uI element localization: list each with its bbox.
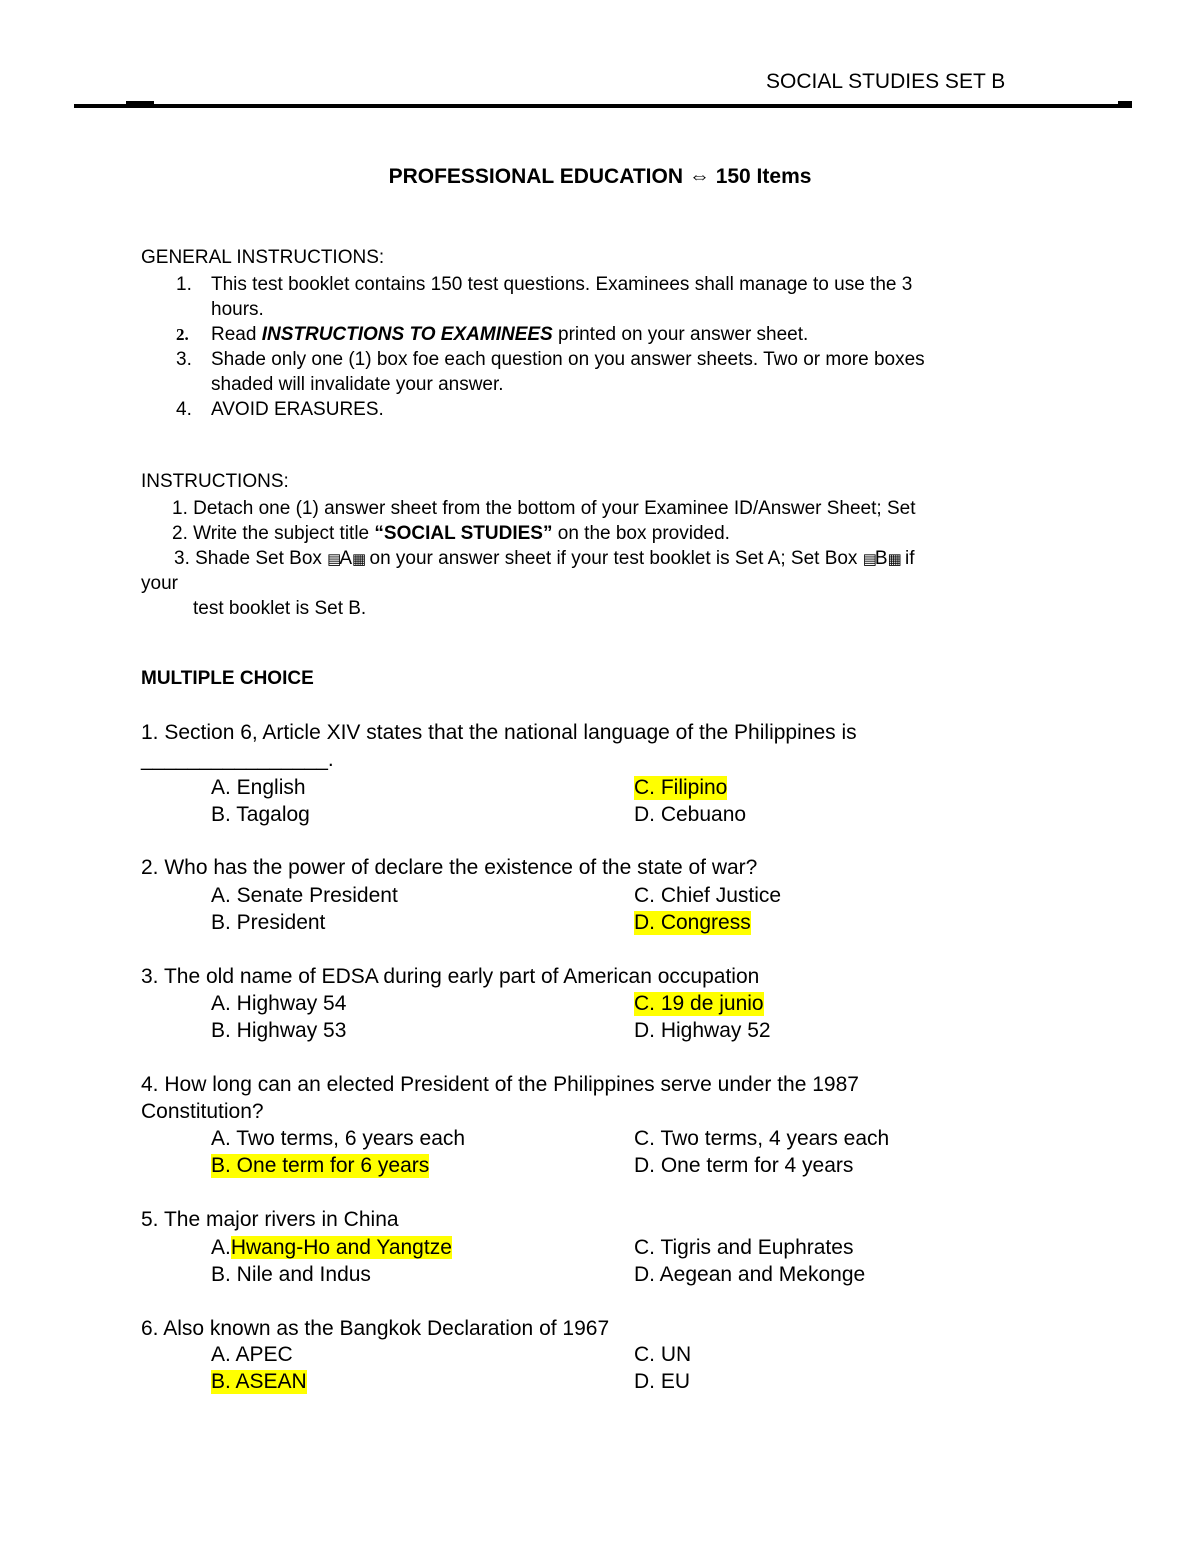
q5-option-c: C. Tigris and Euphrates xyxy=(634,1236,854,1259)
q2-option-b: B. President xyxy=(211,911,326,934)
box-fill-icon: ▦ xyxy=(352,551,365,568)
set-box-icon: ▤ xyxy=(862,551,875,568)
general-item-2-num: 2. xyxy=(176,325,189,344)
instructions-item-2-bold: “SOCIAL STUDIES” xyxy=(374,523,553,544)
general-item-1-num: 1. xyxy=(176,274,192,295)
rule-notch-left xyxy=(126,101,154,105)
question-2: 2. Who has the power of declare the existence of the state of war? xyxy=(141,856,758,879)
q2-option-a: A. Senate President xyxy=(211,884,398,907)
q5-option-a-answer: Hwang-Ho and Yangtze xyxy=(230,1236,452,1259)
q1-option-c-answer: C. Filipino xyxy=(634,776,728,799)
q1-option-b: B. Tagalog xyxy=(211,803,310,826)
question-4: 4. How long can an elected President of the Philippines serve under the 1987 xyxy=(141,1073,859,1096)
q5-option-a-prefix: A. xyxy=(211,1236,231,1259)
instructions-item-3-b: on your answer sheet if your test booklet is Set A; Set Box xyxy=(364,548,863,569)
q3-option-d: D. Highway 52 xyxy=(634,1019,771,1042)
q5-option-a xyxy=(211,1236,452,1260)
instructions-item-2-pre: 2. Write the subject title xyxy=(172,523,375,544)
general-item-1-line1: This test booklet contains 150 test questions. Examinees shall manage to use the 3 xyxy=(211,274,913,295)
q3-option-b: B. Highway 53 xyxy=(211,1019,347,1042)
general-item-4-text: AVOID ERASURES. xyxy=(211,399,384,420)
box-fill-icon: ▦ xyxy=(887,551,900,568)
instructions-item-3-c: if xyxy=(899,548,915,569)
question-4-line2: Constitution? xyxy=(141,1100,264,1123)
instructions-item-3-line3: test booklet is Set B. xyxy=(193,598,367,619)
instructions-item-3-box-a: A xyxy=(339,548,353,569)
instructions-item-3-a: 3. Shade Set Box xyxy=(174,548,328,569)
general-item-3-num: 3. xyxy=(176,349,192,370)
general-item-2 xyxy=(211,322,808,347)
q5-option-d: D. Aegean and Mekonge xyxy=(634,1263,866,1286)
q4-option-c: C. Two terms, 4 years each xyxy=(634,1127,890,1150)
instructions-item-3 xyxy=(174,546,915,572)
instructions-item-3-box-b: B xyxy=(874,548,888,569)
q1-option-a: A. English xyxy=(211,776,306,799)
q1-option-d: D. Cebuano xyxy=(634,803,747,826)
q2-option-d-answer: D. Congress xyxy=(634,911,751,934)
instructions-item-2 xyxy=(172,521,730,546)
instructions-item-2-post: on the box provided. xyxy=(552,523,730,544)
q3-option-c-answer: C. 19 de junio xyxy=(634,992,764,1015)
question-6: 6. Also known as the Bangkok Declaration of 1967 xyxy=(141,1317,610,1340)
question-1: 1. Section 6, Article XIV states that the national language of the Philippines is xyxy=(141,721,857,744)
header-rule xyxy=(74,104,1132,108)
general-item-1-line2: hours. xyxy=(211,299,264,320)
general-item-3-line2: shaded will invalidate your answer. xyxy=(211,374,504,395)
q4-option-a: A. Two terms, 6 years each xyxy=(211,1127,466,1150)
q3-option-a: A. Highway 54 xyxy=(211,992,347,1015)
general-instructions-heading: GENERAL INSTRUCTIONS: xyxy=(141,247,385,268)
general-item-2-emph: INSTRUCTIONS TO EXAMINEES xyxy=(261,324,553,345)
q4-option-b-answer: B. One term for 6 years xyxy=(211,1154,430,1177)
question-1-blank: ________________. xyxy=(141,748,334,771)
q6-option-d: D. EU xyxy=(634,1370,691,1393)
title-items: 150 Items xyxy=(715,165,812,188)
rule-notch-right xyxy=(1118,101,1132,105)
question-5: 5. The major rivers in China xyxy=(141,1208,399,1231)
double-arrow-icon: ⇔ xyxy=(688,165,710,188)
general-item-2-post: printed on your answer sheet. xyxy=(552,324,809,345)
q4-option-d: D. One term for 4 years xyxy=(634,1154,854,1177)
title-text: PROFESSIONAL EDUCATION xyxy=(388,165,683,188)
q5-option-b: B. Nile and Indus xyxy=(211,1263,371,1286)
multiple-choice-heading: MULTIPLE CHOICE xyxy=(141,668,314,689)
general-item-3-line1: Shade only one (1) box foe each question on you answer sheets. Two or more boxes xyxy=(211,349,925,370)
q6-option-c: C. UN xyxy=(634,1343,692,1366)
general-item-4-num: 4. xyxy=(176,399,192,420)
general-item-2-pre: Read xyxy=(211,324,262,345)
q2-option-c: C. Chief Justice xyxy=(634,884,782,907)
instructions-heading: INSTRUCTIONS: xyxy=(141,471,289,492)
q6-option-b-answer: B. ASEAN xyxy=(211,1370,307,1393)
q6-option-a: A. APEC xyxy=(211,1343,293,1366)
set-label: SOCIAL STUDIES SET B xyxy=(766,70,1006,93)
page-title xyxy=(0,165,1200,189)
question-3: 3. The old name of EDSA during early part of American occupation xyxy=(141,965,760,988)
instructions-item-1: 1. Detach one (1) answer sheet from the bottom of your Examinee ID/Answer Sheet; Set xyxy=(172,498,916,519)
instructions-item-3-line2: your xyxy=(141,573,178,594)
set-box-icon: ▤ xyxy=(327,551,340,568)
